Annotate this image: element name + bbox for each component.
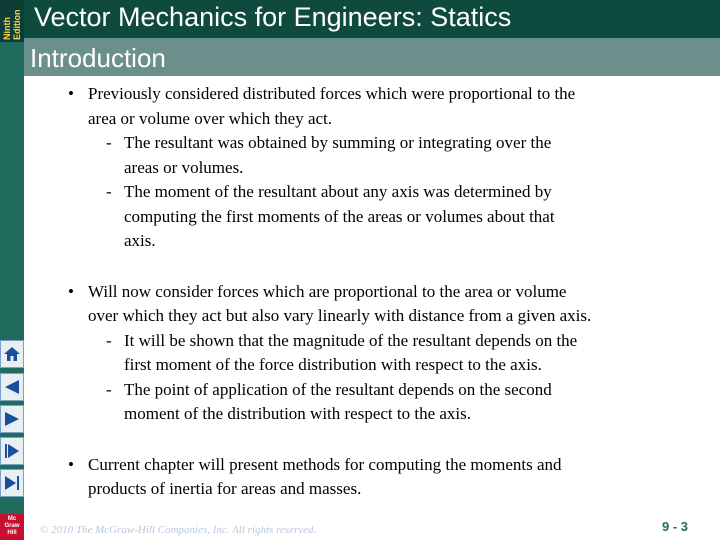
mcgraw-hill-logo: Mc Graw Hill [0,514,24,540]
sub-bullet-line: moment of the distribution with respect to the axis. [124,404,472,423]
bullet-item [40,280,700,329]
bullet-glyph: • [68,84,74,103]
edition-badge [0,0,24,42]
section-title: Introduction [30,43,166,73]
sub-bullet-line: The point of application of the resultant depends on the second [124,379,552,399]
last-slide-button[interactable] [0,469,24,497]
sub-bullet-line: axis. [124,231,156,250]
bullet-line: area or volume over which they act. [88,108,333,128]
sub-bullet-item [40,131,700,180]
first-slide-button[interactable] [0,373,24,401]
page-number: 9 - 3 [662,519,689,534]
next-slide-icon [3,442,21,460]
bullet-line: Previously considered distributed forces which were proportional to the [88,84,576,103]
bullet-item [40,82,700,131]
section-bar [24,38,720,76]
bullet-glyph: • [68,454,74,474]
first-slide-icon [3,378,21,396]
sub-bullet-item [40,180,700,254]
bullet-line: Current chapter will present methods for computing the moments and [88,454,562,474]
book-title: Vector Mechanics for Engineers: Statics [34,2,512,32]
slide-content [40,82,700,502]
copyright-text: © 2010 The McGraw-Hill Companies, Inc. All rights reserved. [40,524,317,536]
sub-bullet-line: The resultant was obtained by summing or integrating over the [124,133,552,152]
previous-slide-button[interactable] [0,405,24,433]
sub-bullet-line: The moment of the resultant about any axis was determined by [124,182,552,201]
title-bar [24,0,720,38]
last-slide-icon [3,474,21,492]
sub-bullet-line: It will be shown that the magnitude of the resultant depends on the [124,330,578,350]
bullet-line: over which they act but also vary linearly with distance from a given axis. [88,306,592,325]
home-icon [3,345,21,363]
bullet-item [40,453,700,502]
sub-bullet-glyph: - [106,133,112,152]
sub-bullet-line: first moment of the force distribution with respect to the axis. [124,355,542,374]
next-slide-button[interactable] [0,437,24,465]
sub-bullet-item [40,378,700,427]
sub-bullet-item [40,329,700,378]
sub-bullet-glyph: - [106,182,112,201]
sub-bullet-line: areas or volumes. [124,157,244,177]
bullet-line: Will now consider forces which are proportional to the area or volume [88,281,567,301]
bullet-line: products of inertia for areas and masses. [88,479,362,498]
sub-bullet-glyph: - [106,379,112,399]
bullet-glyph: • [68,281,74,301]
sub-bullet-glyph: - [106,330,112,350]
previous-slide-icon [3,410,21,428]
sub-bullet-line: computing the first moments of the areas or volumes about that [124,206,555,226]
home-button[interactable] [0,340,24,368]
edition-label: Ninth Edition [2,9,22,40]
